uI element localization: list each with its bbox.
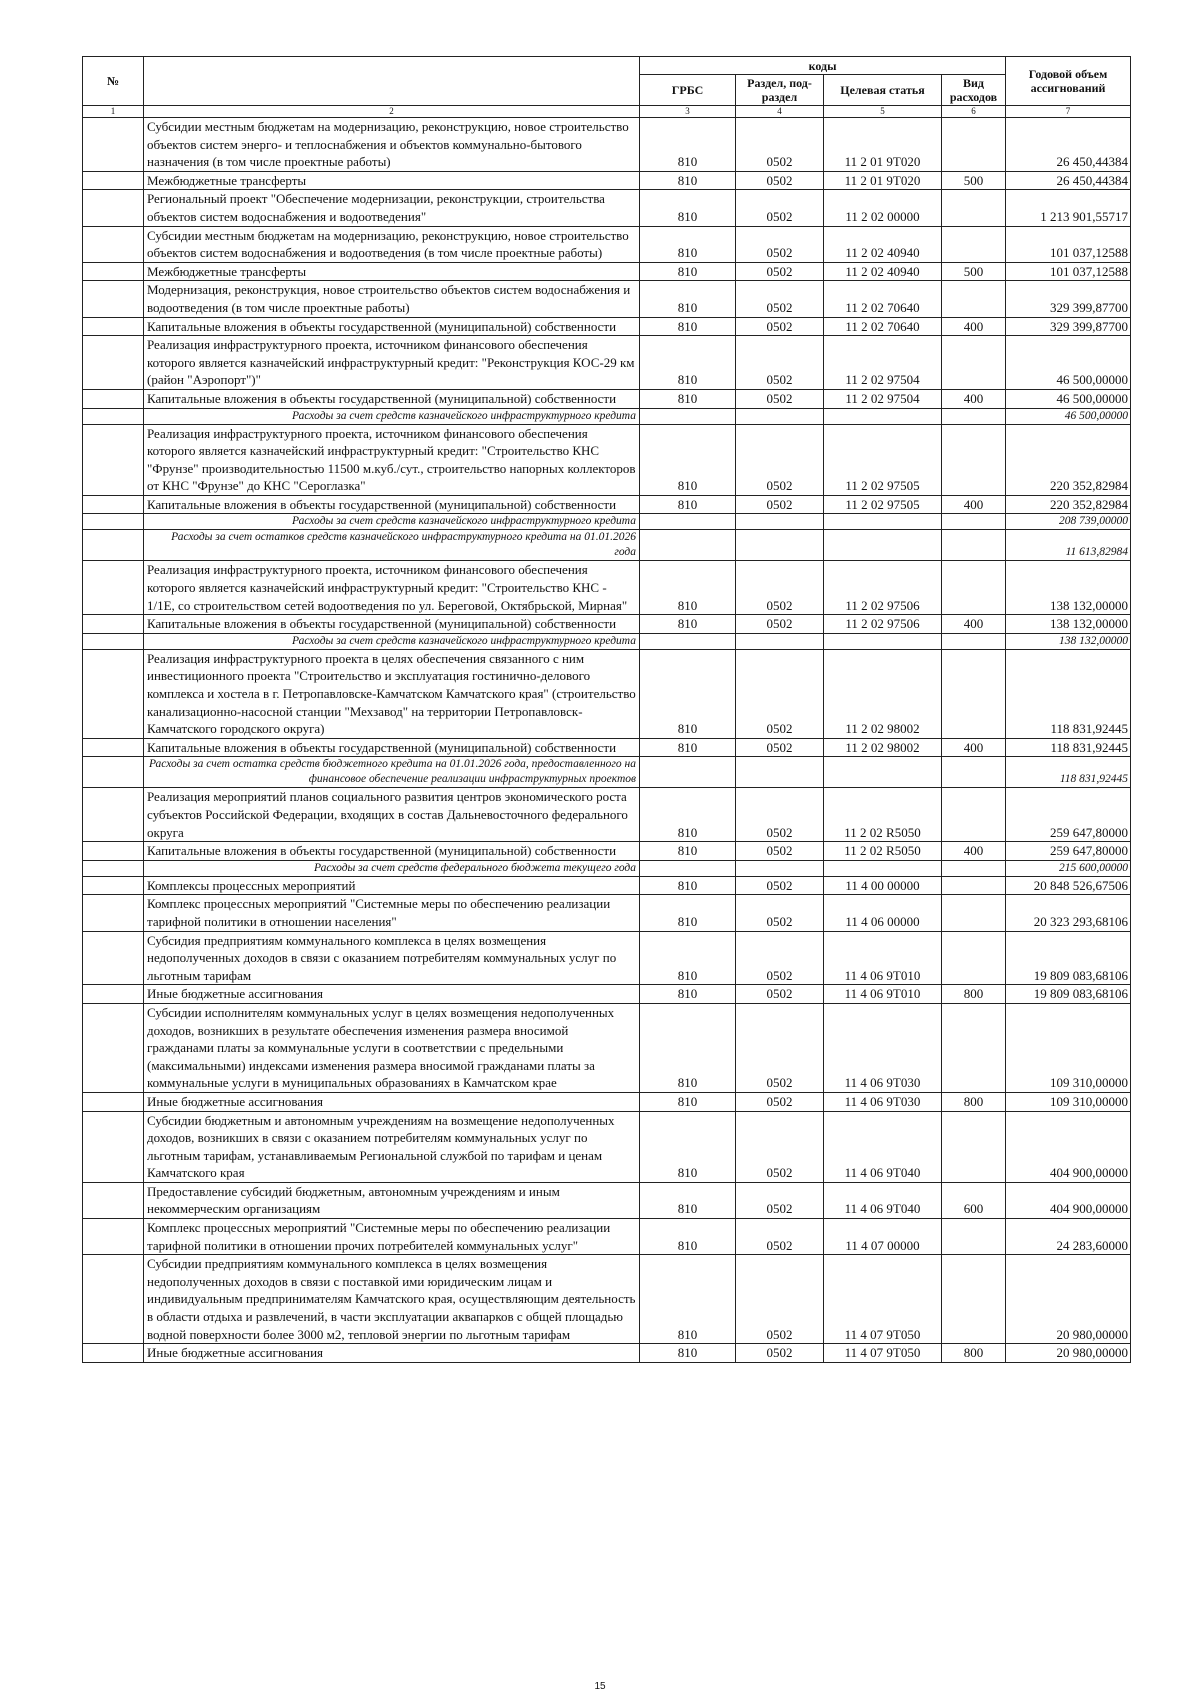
row-razdel-cell: 0502 <box>736 495 824 514</box>
row-number-cell <box>83 317 144 336</box>
row-name-cell: Комплекс процессных мероприятий "Системные меры по обеспечению реализации тарифной политики в отношении прочих потребителей коммунальных услуг" <box>144 1219 640 1255</box>
row-sum-cell: 404 900,00000 <box>1006 1182 1131 1218</box>
row-sum-cell: 24 283,60000 <box>1006 1219 1131 1255</box>
row-name-cell: Реализация мероприятий планов социального развития центров экономического роста субъектов Российской Федерации, входящих в состав Дальневосточного федерального округа <box>144 788 640 842</box>
row-razdel-cell: 0502 <box>736 895 824 931</box>
row-razdel-cell: 0502 <box>736 985 824 1004</box>
row-sum-cell: 329 399,87700 <box>1006 281 1131 317</box>
row-grbs-cell: 810 <box>640 171 736 190</box>
row-grbs-cell: 810 <box>640 788 736 842</box>
row-razdel-cell: 0502 <box>736 1344 824 1363</box>
row-grbs-cell: 810 <box>640 1003 736 1092</box>
row-name-cell: Субсидии исполнителям коммунальных услуг в целях возмещения недополученных доходов, возникших в результате обеспечения изменения размера вносимой гражданами платы за коммунальные услуги в соответствии с предельными (максимальными) индексами изменения размера вносимой гражданами платы за коммунальные услуги в муниципальных образованиях в Камчатском крае <box>144 1003 640 1092</box>
row-grbs-cell: 810 <box>640 985 736 1004</box>
row-name-cell: Иные бюджетные ассигнования <box>144 1092 640 1111</box>
row-name-cell: Реализация инфраструктурного проекта, источником финансового обеспечения которого является казначейский инфраструктурный кредит: "Реконструкция КОС-29 км (район "Аэропорт")" <box>144 336 640 390</box>
row-sum-cell: 19 809 083,68106 <box>1006 931 1131 985</box>
row-sum-cell: 20 848 526,67506 <box>1006 876 1131 895</box>
table-row <box>83 1219 1131 1255</box>
row-tselevaya-cell: 11 4 06 9Т030 <box>824 1003 942 1092</box>
row-razdel-cell <box>736 408 824 424</box>
row-vid-cell <box>942 788 1006 842</box>
row-razdel-cell: 0502 <box>736 1182 824 1218</box>
row-razdel-cell: 0502 <box>736 389 824 408</box>
note-row <box>83 530 1131 561</box>
row-number-cell <box>83 495 144 514</box>
row-number-cell <box>83 389 144 408</box>
row-name-cell: Межбюджетные трансферты <box>144 262 640 281</box>
row-tselevaya-cell: 11 2 02 R5050 <box>824 842 942 861</box>
row-tselevaya-cell: 11 2 01 9Т020 <box>824 171 942 190</box>
row-grbs-cell: 810 <box>640 931 736 985</box>
col-number: 4 <box>736 106 824 118</box>
row-name-cell: Субсидии местным бюджетам на модернизацию, реконструкцию, новое строительство объектов систем энерго- и теплоснабжения и объектов коммунально-бытового назначения (в том числе проектные работы) <box>144 118 640 172</box>
row-razdel-cell: 0502 <box>736 118 824 172</box>
row-razdel-cell <box>736 514 824 530</box>
row-vid-cell <box>942 514 1006 530</box>
row-number-cell <box>83 931 144 985</box>
row-tselevaya-cell <box>824 530 942 561</box>
row-grbs-cell: 810 <box>640 190 736 226</box>
row-vid-cell <box>942 226 1006 262</box>
row-vid-cell <box>942 1003 1006 1092</box>
table-row <box>83 788 1131 842</box>
row-sum-cell: 118 831,92445 <box>1006 738 1131 757</box>
row-number-cell <box>83 1182 144 1218</box>
row-sum-cell: 404 900,00000 <box>1006 1111 1131 1182</box>
table-row <box>83 389 1131 408</box>
row-name-cell: Комплексы процессных мероприятий <box>144 876 640 895</box>
row-razdel-cell: 0502 <box>736 842 824 861</box>
row-vid-cell <box>942 118 1006 172</box>
row-sum-cell: 20 980,00000 <box>1006 1344 1131 1363</box>
table-row <box>83 1344 1131 1363</box>
header-grbs: ГРБС <box>640 75 736 106</box>
row-sum-cell: 109 310,00000 <box>1006 1003 1131 1092</box>
row-vid-cell <box>942 408 1006 424</box>
row-grbs-cell: 810 <box>640 615 736 634</box>
row-vid-cell: 800 <box>942 1344 1006 1363</box>
row-grbs-cell: 810 <box>640 317 736 336</box>
row-name-cell: Капитальные вложения в объекты государственной (муниципальной) собственности <box>144 495 640 514</box>
row-number-cell <box>83 788 144 842</box>
header-vid: Вид расходов <box>942 75 1006 106</box>
row-name-cell: Расходы за счет средств казначейского инфраструктурного кредита <box>144 514 640 530</box>
row-number-cell <box>83 226 144 262</box>
row-razdel-cell: 0502 <box>736 190 824 226</box>
row-number-cell <box>83 876 144 895</box>
row-sum-cell: 20 980,00000 <box>1006 1255 1131 1344</box>
row-tselevaya-cell: 11 2 02 97506 <box>824 615 942 634</box>
col-number: 5 <box>824 106 942 118</box>
table-row <box>83 336 1131 390</box>
row-number-cell <box>83 985 144 1004</box>
table-header <box>83 57 1131 118</box>
row-vid-cell: 800 <box>942 1092 1006 1111</box>
row-name-cell: Капитальные вложения в объекты государственной (муниципальной) собственности <box>144 389 640 408</box>
table-row <box>83 226 1131 262</box>
header-tselevaya: Целевая статья <box>824 75 942 106</box>
row-vid-cell <box>942 633 1006 649</box>
row-grbs-cell: 810 <box>640 1182 736 1218</box>
row-razdel-cell: 0502 <box>736 171 824 190</box>
row-sum-cell: 101 037,12588 <box>1006 226 1131 262</box>
row-grbs-cell <box>640 408 736 424</box>
row-vid-cell <box>942 860 1006 876</box>
row-number-cell <box>83 262 144 281</box>
row-grbs-cell: 810 <box>640 1111 736 1182</box>
table-row <box>83 118 1131 172</box>
row-tselevaya-cell: 11 4 06 9Т030 <box>824 1092 942 1111</box>
row-tselevaya-cell <box>824 757 942 788</box>
note-row <box>83 514 1131 530</box>
row-vid-cell: 400 <box>942 495 1006 514</box>
row-razdel-cell: 0502 <box>736 1111 824 1182</box>
row-vid-cell <box>942 281 1006 317</box>
table-row <box>83 615 1131 634</box>
row-number-cell <box>83 842 144 861</box>
row-razdel-cell: 0502 <box>736 336 824 390</box>
row-vid-cell <box>942 876 1006 895</box>
row-number-cell <box>83 408 144 424</box>
row-razdel-cell <box>736 633 824 649</box>
row-sum-cell: 109 310,00000 <box>1006 1092 1131 1111</box>
row-razdel-cell: 0502 <box>736 424 824 495</box>
row-vid-cell: 800 <box>942 985 1006 1004</box>
table-row <box>83 738 1131 757</box>
row-name-cell: Расходы за счет средств казначейского инфраструктурного кредита <box>144 633 640 649</box>
row-grbs-cell: 810 <box>640 336 736 390</box>
row-name-cell: Межбюджетные трансферты <box>144 171 640 190</box>
row-sum-cell: 46 500,00000 <box>1006 336 1131 390</box>
row-sum-cell: 138 132,00000 <box>1006 633 1131 649</box>
table-row <box>83 842 1131 861</box>
table-row <box>83 495 1131 514</box>
row-sum-cell: 259 647,80000 <box>1006 788 1131 842</box>
row-name-cell: Расходы за счет средств казначейского инфраструктурного кредита <box>144 408 640 424</box>
row-name-cell: Реализация инфраструктурного проекта, источником финансового обеспечения которого является казначейский инфраструктурный кредит: "Строительство КНС - 1/1Е, со строительством сетей водоотведения по ул. Береговой, Октябрьской, Мирная" <box>144 561 640 615</box>
row-vid-cell <box>942 190 1006 226</box>
row-number-cell <box>83 171 144 190</box>
row-vid-cell <box>942 1219 1006 1255</box>
header-num: № <box>83 57 144 106</box>
row-razdel-cell: 0502 <box>736 615 824 634</box>
row-name-cell: Иные бюджетные ассигнования <box>144 1344 640 1363</box>
row-sum-cell: 138 132,00000 <box>1006 615 1131 634</box>
row-name-cell: Региональный проект "Обеспечение модернизации, реконструкции, строительства объектов систем водоснабжения и водоотведения" <box>144 190 640 226</box>
table-row <box>83 171 1131 190</box>
row-tselevaya-cell: 11 2 02 97504 <box>824 389 942 408</box>
row-razdel-cell: 0502 <box>736 1219 824 1255</box>
row-tselevaya-cell: 11 2 02 97505 <box>824 424 942 495</box>
header-godovoy: Годовой объем ассигнований <box>1006 57 1131 106</box>
table-row <box>83 424 1131 495</box>
row-vid-cell <box>942 424 1006 495</box>
header-name-blank <box>144 57 640 106</box>
budget-table <box>82 56 1131 1363</box>
col-number: 1 <box>83 106 144 118</box>
row-name-cell: Расходы за счет остатков средств казначейского инфраструктурного кредита на 01.01.2026 года <box>144 530 640 561</box>
header-codes: коды <box>640 57 1006 75</box>
row-tselevaya-cell: 11 4 06 9Т040 <box>824 1111 942 1182</box>
row-grbs-cell: 810 <box>640 226 736 262</box>
col-number: 2 <box>144 106 640 118</box>
row-number-cell <box>83 1111 144 1182</box>
row-number-cell <box>83 1255 144 1344</box>
note-row <box>83 757 1131 788</box>
row-razdel-cell: 0502 <box>736 226 824 262</box>
row-vid-cell: 400 <box>942 615 1006 634</box>
table-row <box>83 1003 1131 1092</box>
row-tselevaya-cell: 11 2 02 70640 <box>824 281 942 317</box>
table-row <box>83 931 1131 985</box>
row-sum-cell: 208 739,00000 <box>1006 514 1131 530</box>
col-number: 6 <box>942 106 1006 118</box>
row-number-cell <box>83 1219 144 1255</box>
row-razdel-cell: 0502 <box>736 561 824 615</box>
row-sum-cell: 26 450,44384 <box>1006 171 1131 190</box>
row-vid-cell <box>942 1111 1006 1182</box>
table-row <box>83 1092 1131 1111</box>
row-name-cell: Расходы за счет остатка средств бюджетного кредита на 01.01.2026 года, предоставленного на финансовое обеспечение реализации инфраструктурных проектов <box>144 757 640 788</box>
row-name-cell: Предоставление субсидий бюджетным, автономным учреждениям и иным некоммерческим организациям <box>144 1182 640 1218</box>
row-number-cell <box>83 118 144 172</box>
row-sum-cell: 20 323 293,68106 <box>1006 895 1131 931</box>
row-name-cell: Капитальные вложения в объекты государственной (муниципальной) собственности <box>144 615 640 634</box>
row-number-cell <box>83 615 144 634</box>
row-name-cell: Иные бюджетные ассигнования <box>144 985 640 1004</box>
row-tselevaya-cell: 11 4 07 9Т050 <box>824 1344 942 1363</box>
row-sum-cell: 259 647,80000 <box>1006 842 1131 861</box>
row-tselevaya-cell: 11 2 02 00000 <box>824 190 942 226</box>
table-row <box>83 895 1131 931</box>
row-number-cell <box>83 281 144 317</box>
table-row <box>83 190 1131 226</box>
header-column-numbers <box>83 106 1131 118</box>
table-body <box>83 118 1131 1363</box>
table-row <box>83 1111 1131 1182</box>
row-razdel-cell: 0502 <box>736 1092 824 1111</box>
table-row <box>83 281 1131 317</box>
row-vid-cell <box>942 931 1006 985</box>
row-number-cell <box>83 561 144 615</box>
row-razdel-cell: 0502 <box>736 262 824 281</box>
row-vid-cell <box>942 757 1006 788</box>
row-name-cell: Субсидии бюджетным и автономным учреждениям на возмещение недополученных доходов, возникших в связи с оказанием потребителям коммунальных услуг по льготным тарифам, устанавливаемым Региональной службой по тарифам и ценам Камчатского края <box>144 1111 640 1182</box>
row-grbs-cell: 810 <box>640 876 736 895</box>
row-grbs-cell: 810 <box>640 1255 736 1344</box>
row-razdel-cell: 0502 <box>736 1003 824 1092</box>
row-grbs-cell: 810 <box>640 1344 736 1363</box>
row-grbs-cell: 810 <box>640 495 736 514</box>
row-vid-cell: 500 <box>942 262 1006 281</box>
row-tselevaya-cell <box>824 514 942 530</box>
row-number-cell <box>83 738 144 757</box>
row-number-cell <box>83 1344 144 1363</box>
row-sum-cell: 118 831,92445 <box>1006 649 1131 738</box>
row-sum-cell: 101 037,12588 <box>1006 262 1131 281</box>
row-razdel-cell <box>736 757 824 788</box>
row-vid-cell: 400 <box>942 389 1006 408</box>
row-number-cell <box>83 190 144 226</box>
row-tselevaya-cell: 11 4 07 00000 <box>824 1219 942 1255</box>
table-row <box>83 1255 1131 1344</box>
row-razdel-cell: 0502 <box>736 876 824 895</box>
row-name-cell: Капитальные вложения в объекты государственной (муниципальной) собственности <box>144 738 640 757</box>
row-razdel-cell: 0502 <box>736 317 824 336</box>
row-vid-cell <box>942 530 1006 561</box>
row-grbs-cell: 810 <box>640 1219 736 1255</box>
col-number: 3 <box>640 106 736 118</box>
table-row <box>83 317 1131 336</box>
header-razdel: Раздел, под-раздел <box>736 75 824 106</box>
row-sum-cell: 220 352,82984 <box>1006 495 1131 514</box>
col-number: 7 <box>1006 106 1131 118</box>
table-row <box>83 985 1131 1004</box>
row-number-cell <box>83 336 144 390</box>
row-razdel-cell: 0502 <box>736 931 824 985</box>
row-razdel-cell: 0502 <box>736 738 824 757</box>
row-tselevaya-cell: 11 2 02 97506 <box>824 561 942 615</box>
row-number-cell <box>83 757 144 788</box>
row-tselevaya-cell: 11 4 07 9Т050 <box>824 1255 942 1344</box>
row-tselevaya-cell: 11 2 02 70640 <box>824 317 942 336</box>
table-row <box>83 876 1131 895</box>
row-grbs-cell: 810 <box>640 424 736 495</box>
row-grbs-cell: 810 <box>640 561 736 615</box>
row-vid-cell <box>942 336 1006 390</box>
row-name-cell: Реализация инфраструктурного проекта, источником финансового обеспечения которого является казначейский инфраструктурный кредит: "Строительство КНС "Фрунзе" производительностью 11500 м.куб./сут., строительство напорных коллекторов от КНС "Фрунзе" до КНС "Сероглазка" <box>144 424 640 495</box>
row-tselevaya-cell: 11 2 02 97505 <box>824 495 942 514</box>
page-number: 15 <box>594 1681 606 1692</box>
row-name-cell: Модернизация, реконструкция, новое строительство объектов систем водоснабжения и водоотведения (в том числе проектные работы) <box>144 281 640 317</box>
row-razdel-cell: 0502 <box>736 281 824 317</box>
row-grbs-cell: 810 <box>640 738 736 757</box>
row-sum-cell: 215 600,00000 <box>1006 860 1131 876</box>
row-sum-cell: 26 450,44384 <box>1006 118 1131 172</box>
row-tselevaya-cell: 11 2 02 98002 <box>824 649 942 738</box>
row-name-cell: Расходы за счет средств федерального бюджета текущего года <box>144 860 640 876</box>
row-sum-cell: 19 809 083,68106 <box>1006 985 1131 1004</box>
row-grbs-cell: 810 <box>640 118 736 172</box>
row-vid-cell: 500 <box>942 171 1006 190</box>
row-grbs-cell <box>640 514 736 530</box>
row-number-cell <box>83 530 144 561</box>
row-vid-cell: 600 <box>942 1182 1006 1218</box>
row-razdel-cell <box>736 860 824 876</box>
row-name-cell: Капитальные вложения в объекты государственной (муниципальной) собственности <box>144 317 640 336</box>
row-grbs-cell: 810 <box>640 389 736 408</box>
row-sum-cell: 11 613,82984 <box>1006 530 1131 561</box>
row-grbs-cell: 810 <box>640 842 736 861</box>
note-row <box>83 408 1131 424</box>
row-number-cell <box>83 649 144 738</box>
row-name-cell: Субсидии местным бюджетам на модернизацию, реконструкцию, новое строительство объектов систем водоснабжения и водоотведения (в том числе проектные работы) <box>144 226 640 262</box>
row-sum-cell: 118 831,92445 <box>1006 757 1131 788</box>
row-grbs-cell: 810 <box>640 895 736 931</box>
row-name-cell: Капитальные вложения в объекты государственной (муниципальной) собственности <box>144 842 640 861</box>
row-tselevaya-cell: 11 2 02 98002 <box>824 738 942 757</box>
row-name-cell: Субсидия предприятиям коммунального комплекса в целях возмещения недополученных доходов в связи с оказанием потребителям коммунальных услуг по льготным тарифам <box>144 931 640 985</box>
table-row <box>83 649 1131 738</box>
row-vid-cell <box>942 1255 1006 1344</box>
row-razdel-cell: 0502 <box>736 649 824 738</box>
row-tselevaya-cell: 11 4 00 00000 <box>824 876 942 895</box>
row-number-cell <box>83 1092 144 1111</box>
note-row <box>83 860 1131 876</box>
row-tselevaya-cell: 11 2 02 R5050 <box>824 788 942 842</box>
row-vid-cell: 400 <box>942 842 1006 861</box>
row-grbs-cell <box>640 757 736 788</box>
row-number-cell <box>83 895 144 931</box>
row-grbs-cell: 810 <box>640 281 736 317</box>
row-tselevaya-cell: 11 2 02 97504 <box>824 336 942 390</box>
row-tselevaya-cell: 11 4 06 9Т010 <box>824 985 942 1004</box>
row-razdel-cell: 0502 <box>736 788 824 842</box>
row-grbs-cell <box>640 860 736 876</box>
row-number-cell <box>83 1003 144 1092</box>
row-tselevaya-cell <box>824 408 942 424</box>
row-tselevaya-cell: 11 4 06 00000 <box>824 895 942 931</box>
table-row <box>83 561 1131 615</box>
row-vid-cell <box>942 649 1006 738</box>
row-grbs-cell: 810 <box>640 649 736 738</box>
row-sum-cell: 329 399,87700 <box>1006 317 1131 336</box>
row-grbs-cell <box>640 633 736 649</box>
row-name-cell: Реализация инфраструктурного проекта в целях обеспечения связанного с ним инвестиционного проекта "Строительство и эксплуатация гостинично-делового комплекса и хостела в г. Петропавловске-Камчатском Камчатского края" (строительство канализационно-насосной станции "Мехзавод" на территории Петропавловск-Камчатского городского округа) <box>144 649 640 738</box>
row-tselevaya-cell <box>824 860 942 876</box>
note-row <box>83 633 1131 649</box>
row-number-cell <box>83 860 144 876</box>
row-sum-cell: 1 213 901,55717 <box>1006 190 1131 226</box>
row-tselevaya-cell: 11 4 06 9Т010 <box>824 931 942 985</box>
row-grbs-cell: 810 <box>640 262 736 281</box>
row-grbs-cell: 810 <box>640 1092 736 1111</box>
row-sum-cell: 46 500,00000 <box>1006 408 1131 424</box>
row-number-cell <box>83 424 144 495</box>
row-number-cell <box>83 633 144 649</box>
row-name-cell: Субсидии предприятиям коммунального комплекса в целях возмещения недополученных доходов в связи с поставкой ими юридическим лицам и индивидуальным предпринимателям Камчатского края, осуществляющим деятельность в области отдыха и развлечений, в части эксплуатации аквапарков с общей площадью водной поверхности более 3000 м2, тепловой энергии по льготным тарифам <box>144 1255 640 1344</box>
row-tselevaya-cell: 11 2 01 9Т020 <box>824 118 942 172</box>
row-sum-cell: 138 132,00000 <box>1006 561 1131 615</box>
row-name-cell: Комплекс процессных мероприятий "Системные меры по обеспечению реализации тарифной политики в отношении населения" <box>144 895 640 931</box>
row-tselevaya-cell: 11 2 02 40940 <box>824 226 942 262</box>
row-razdel-cell <box>736 530 824 561</box>
row-tselevaya-cell: 11 2 02 40940 <box>824 262 942 281</box>
row-tselevaya-cell: 11 4 06 9Т040 <box>824 1182 942 1218</box>
row-tselevaya-cell <box>824 633 942 649</box>
row-sum-cell: 220 352,82984 <box>1006 424 1131 495</box>
row-sum-cell: 46 500,00000 <box>1006 389 1131 408</box>
row-vid-cell <box>942 895 1006 931</box>
row-razdel-cell: 0502 <box>736 1255 824 1344</box>
row-vid-cell <box>942 561 1006 615</box>
row-vid-cell: 400 <box>942 317 1006 336</box>
table-row <box>83 262 1131 281</box>
row-vid-cell: 400 <box>942 738 1006 757</box>
table-row <box>83 1182 1131 1218</box>
row-grbs-cell <box>640 530 736 561</box>
row-number-cell <box>83 514 144 530</box>
